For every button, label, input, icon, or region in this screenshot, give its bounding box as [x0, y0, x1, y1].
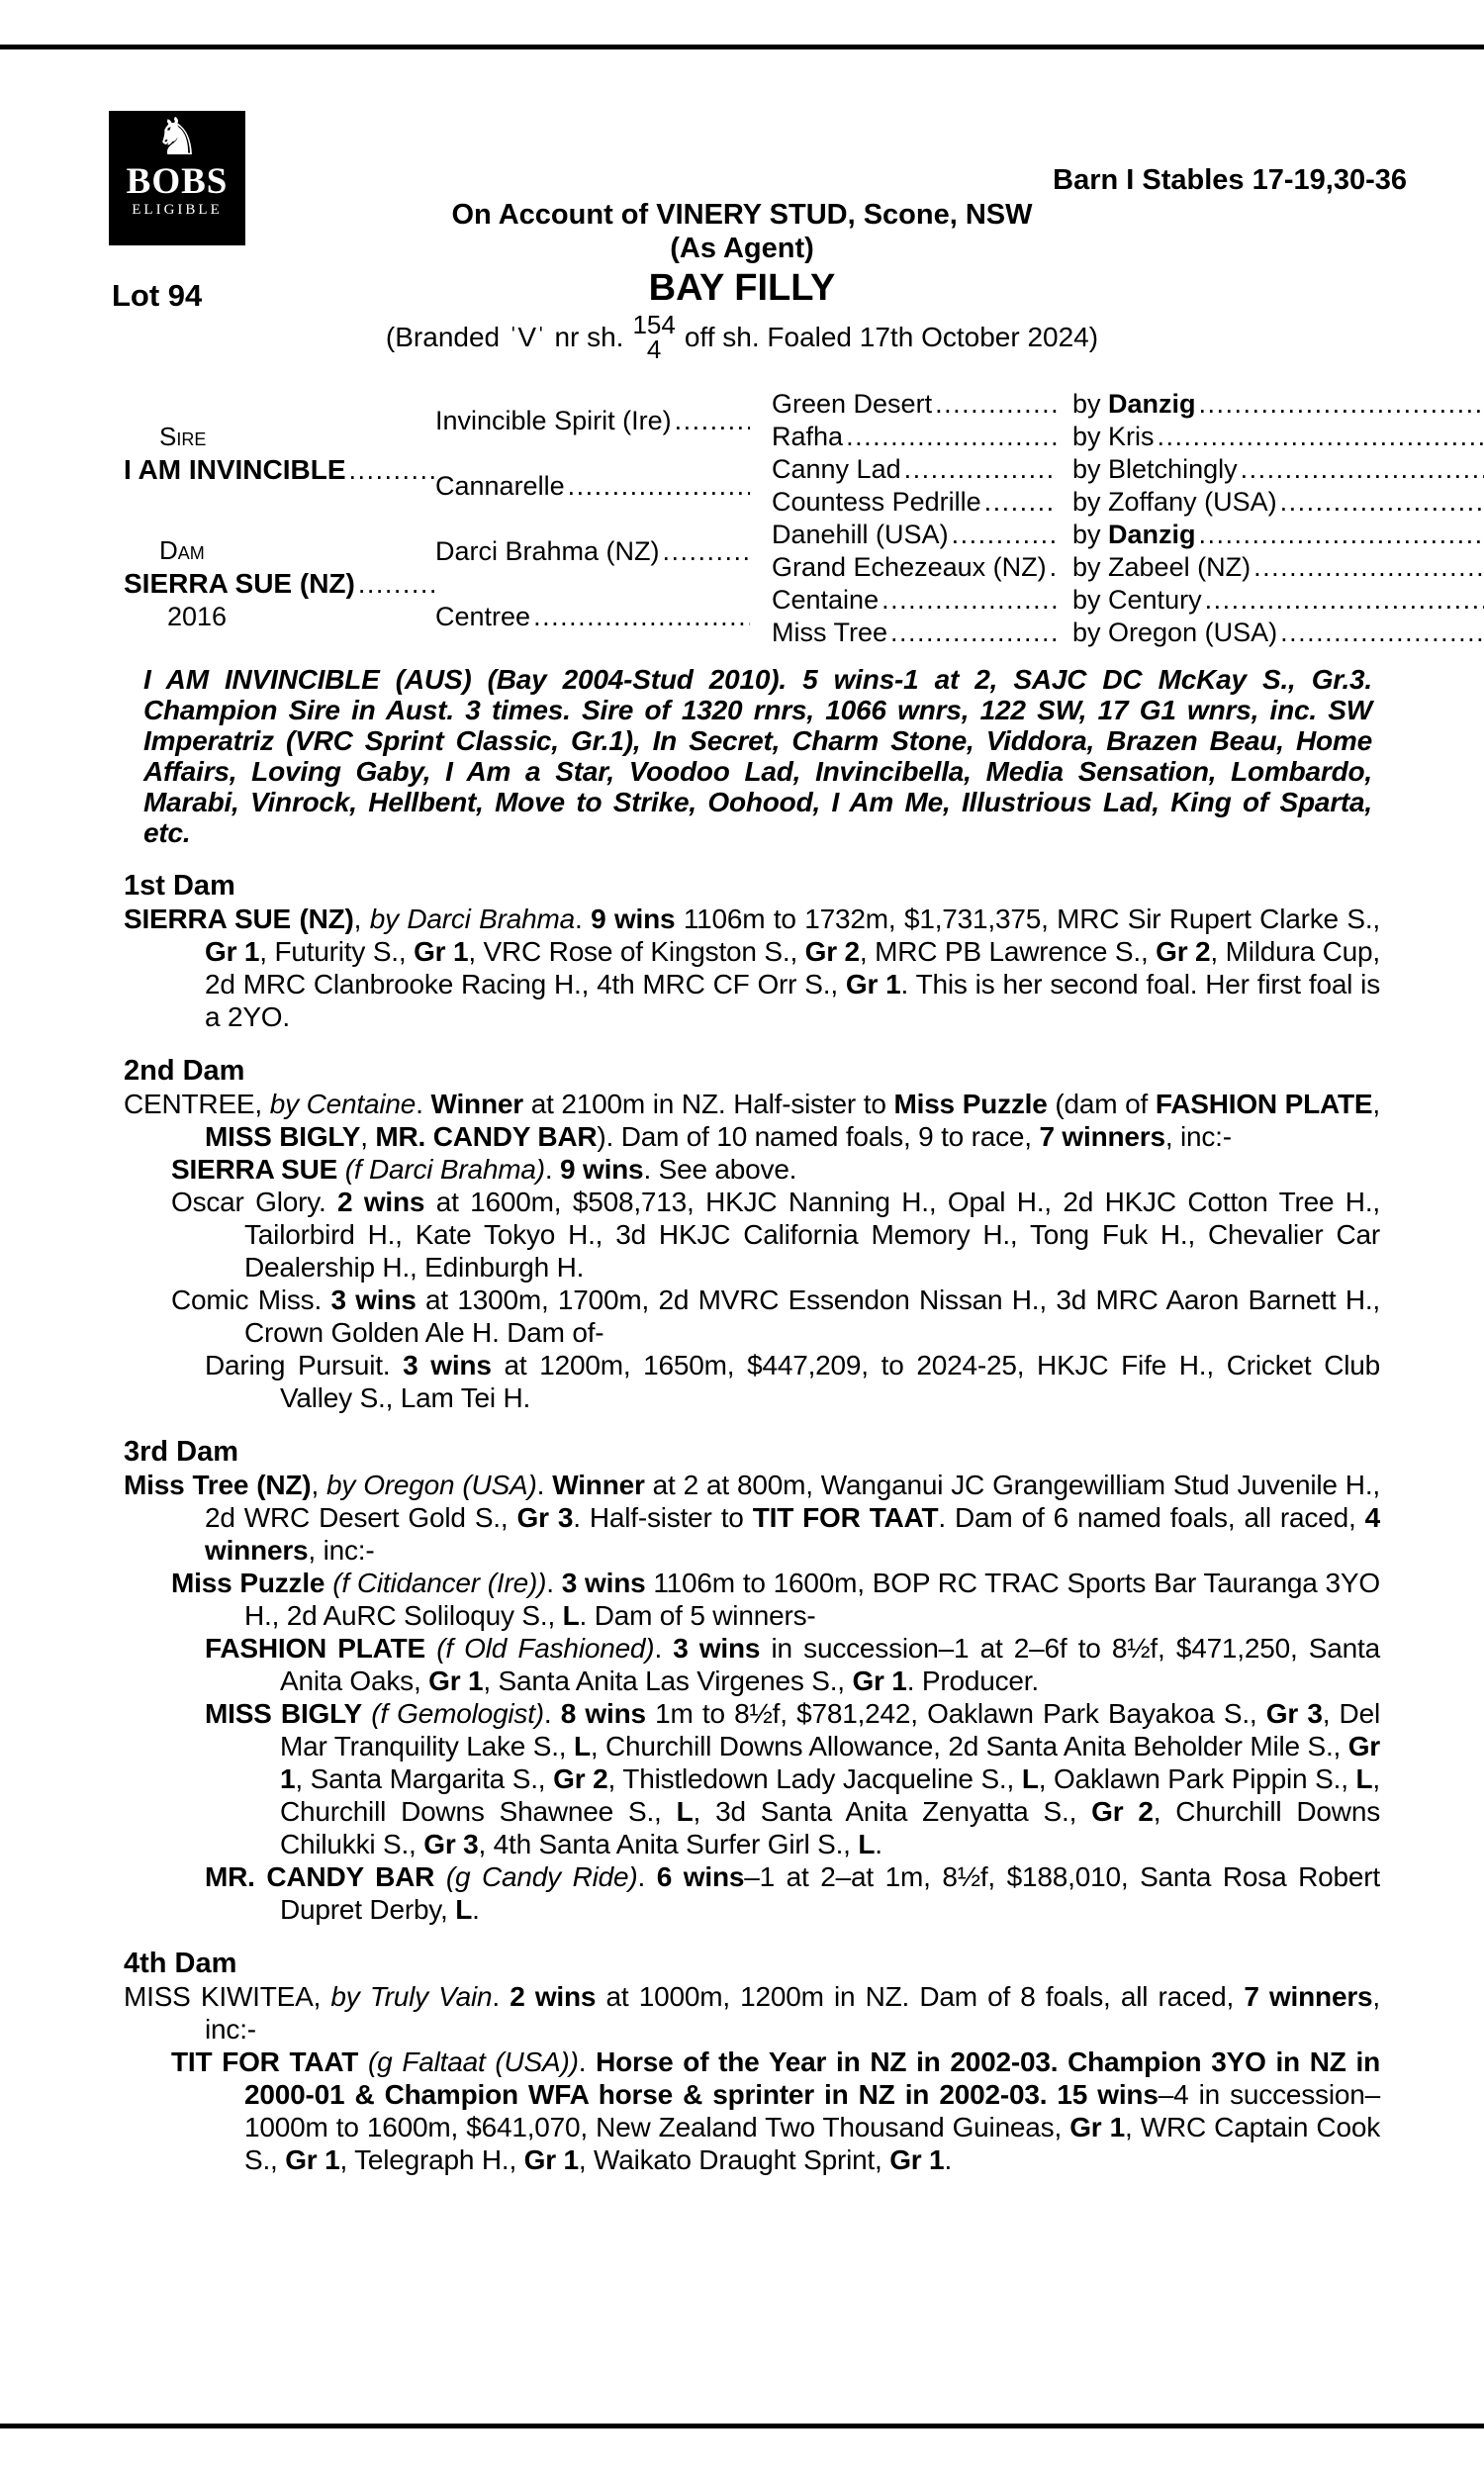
- dot-leader: [349, 454, 435, 487]
- text-run: CENTREE,: [124, 1089, 270, 1119]
- text-run: ,: [353, 904, 370, 934]
- text-run: 4 winners: [205, 1502, 1380, 1566]
- text-run: [337, 1154, 345, 1185]
- catalog-paragraph: [124, 1284, 1380, 1349]
- bottom-rule: [0, 2424, 1484, 2428]
- barn-stables-line: Barn I Stables 17-19,30-36: [1053, 164, 1407, 196]
- pedigree-grandparent-name: Centaine: [772, 585, 880, 615]
- text-run: . Producer.: [906, 1665, 1039, 1696]
- text-run: L: [676, 1796, 694, 1827]
- by-word: by: [1072, 552, 1109, 582]
- text-run: .: [472, 1894, 480, 1925]
- brand-number-top: 154: [632, 310, 676, 339]
- as-agent-line: (As Agent): [670, 233, 814, 264]
- text-run: [425, 1633, 436, 1664]
- text-run: Gr 1: [205, 936, 260, 967]
- text-run: [358, 2046, 368, 2077]
- pedigree-parent-name: Invincible Spirit (Ire): [435, 405, 672, 435]
- section-heading: 1st Dam: [124, 870, 235, 902]
- pedigree-great-sire-name: Danzig: [1108, 520, 1196, 549]
- dot-leader: [1199, 519, 1484, 551]
- pedigree-dam-cell: [124, 519, 435, 649]
- text-run: 3 wins: [561, 1568, 646, 1598]
- pedigree-great-sire-name: Zabeel (NZ): [1108, 552, 1252, 582]
- pedigree-parent: [435, 405, 750, 437]
- text-run: Gr 3: [423, 1829, 479, 1859]
- text-run: –4 in succession–1000m to 1600m, $641,070, New Zealand Two Thousand Guineas,: [244, 2079, 1380, 2142]
- pedigree-great-sire-name: Kris: [1108, 422, 1155, 451]
- text-run: Gr 1: [523, 2144, 579, 2175]
- pedigree-parent: [435, 470, 750, 503]
- pedigree-grandparent-name: Grand Echezeaux (NZ): [772, 552, 1047, 582]
- catalog-paragraph: [124, 903, 1380, 1033]
- dot-leader: [890, 617, 1057, 649]
- dot-leader: [935, 388, 1057, 421]
- text-run: , VRC Rose of Kingston S.,: [468, 936, 805, 967]
- by-word: by: [1072, 618, 1109, 647]
- catalog-paragraph: [124, 1088, 1380, 1153]
- pedigree-sired-by-cell: [1072, 519, 1484, 551]
- catalog-paragraph: [124, 1632, 1380, 1697]
- catalog-paragraph: [124, 1469, 1380, 1567]
- pedigree-sired-by-cell: [1072, 584, 1484, 617]
- catalog-body: [124, 664, 1380, 2176]
- text-run: 1m to 8½f, $781,242, Oaklawn Park Bayakoa S.,: [645, 1698, 1266, 1729]
- pedigree-principal-name: I AM INVINCIBLE: [124, 453, 346, 485]
- pedigree-grandparent-name: Canny Lad: [772, 454, 901, 484]
- text-run: . Half-sister to: [573, 1502, 753, 1533]
- pedigree-role-label: Sire: [159, 421, 207, 451]
- text-run: L: [1355, 1763, 1373, 1794]
- pedigree-parent-cell: [435, 519, 772, 584]
- brand-post: off sh. Foaled 17th October 2024): [684, 322, 1099, 352]
- brand-number-bottom: 4: [646, 334, 662, 364]
- horse-title: BAY FILLY: [648, 267, 836, 309]
- text-run: , MRC PB Lawrence S.,: [859, 936, 1157, 967]
- text-run: ,: [1372, 1089, 1380, 1119]
- catalog-paragraph: [124, 1980, 1380, 2046]
- by-word: by: [1072, 585, 1109, 615]
- text-run: 7 winners: [1244, 1981, 1373, 2012]
- text-run: L: [573, 1731, 591, 1761]
- pedigree-parent-name: Darci Brahma (NZ): [435, 535, 660, 566]
- pedigree-sired-by-cell: [1072, 453, 1484, 486]
- text-run: MR. CANDY BAR: [375, 1121, 598, 1152]
- text-run: (f Darci Brahma): [344, 1154, 545, 1185]
- text-run: (f Old Fashioned): [436, 1633, 655, 1664]
- pedigree-table: [124, 388, 1377, 649]
- text-run: Gr 1: [889, 2144, 945, 2175]
- text-run: L: [562, 1600, 580, 1631]
- catalog-paragraph: [124, 2046, 1380, 2176]
- text-run: , Telegraph H.,: [339, 2144, 524, 2175]
- text-run: Miss Puzzle: [893, 1089, 1048, 1119]
- pedigree-parent: [435, 535, 750, 568]
- text-run: , 4th Santa Anita Surfer Girl S.,: [478, 1829, 859, 1859]
- by-word: by: [1072, 454, 1109, 484]
- pedigree-principal: [124, 453, 435, 487]
- sire-summary-paragraph: [143, 664, 1372, 848]
- pedigree-parent-name: Centree: [435, 601, 531, 631]
- text-run: 9 wins: [560, 1154, 644, 1185]
- text-run: 1106m to 1732m, $1,731,375, MRC Sir Rupert Clarke S.,: [675, 904, 1380, 934]
- pedigree-parent-cell: [435, 453, 772, 519]
- text-run: 2 wins: [510, 1981, 597, 2012]
- text-run: Winner: [430, 1089, 523, 1119]
- pedigree-principal-name: SIERRA SUE (NZ): [124, 568, 355, 599]
- brand-mark: ˈVˈ: [509, 322, 546, 352]
- logo-text-bobs: BOBS: [126, 161, 229, 202]
- text-run: at 1600m, $508,713, HKJC Nanning H., Opal H., 2d HKJC Cotton Tree H., Tailorbird H., Kate Tokyo H., 3d HKJC California Memory H., Tong Fuk H., Chevalier Car Dealership H., Edinburgh H.: [244, 1187, 1380, 1283]
- pedigree-principal: [124, 567, 435, 601]
- pedigree-grandparent-cell: [772, 519, 1072, 551]
- text-run: ). Dam of 10 named foals, 9 to race,: [597, 1121, 1040, 1152]
- text-run: Gr 2: [1091, 1796, 1154, 1827]
- pedigree-grandparent-name: Danehill (USA): [772, 520, 949, 549]
- dot-leader: [881, 584, 1057, 617]
- pedigree-parent: [435, 601, 750, 633]
- dot-leader: [1158, 421, 1484, 453]
- dot-leader: [1050, 551, 1057, 584]
- dot-leader: [1280, 486, 1484, 519]
- text-run: , Oaklawn Park Pippin S.,: [1038, 1763, 1356, 1794]
- text-run: Gr 1: [1069, 2112, 1126, 2142]
- text-run: Gr 1: [414, 936, 469, 967]
- section-heading: 3rd Dam: [124, 1436, 239, 1468]
- text-run: Gr 1: [428, 1665, 484, 1696]
- catalog-paragraph: [124, 1186, 1380, 1284]
- text-run: .: [654, 1633, 674, 1664]
- pedigree-grandparent-name: Green Desert: [772, 389, 933, 419]
- pedigree-great-sire-name: Bletchingly: [1108, 454, 1238, 484]
- text-run: , Waikato Draught Sprint,: [578, 2144, 890, 2175]
- text-run: 3 wins: [330, 1285, 417, 1315]
- pedigree-grandparent-cell: [772, 486, 1072, 519]
- catalog-paragraph: [124, 1567, 1380, 1632]
- pedigree-grandparent-cell: [772, 388, 1072, 421]
- pedigree-parent-cell: [435, 584, 772, 649]
- dot-leader: [1253, 551, 1484, 584]
- text-run: , Churchill Downs Shawnee S.,: [280, 1763, 1381, 1827]
- text-run: at 1200m, 1650m, $447,209, to 2024-25, HKJC Fife H., Cricket Club Valley S., Lam Tei H.: [280, 1350, 1380, 1413]
- by-word: by: [1072, 520, 1109, 549]
- pedigree-great-sire-name: Oregon (USA): [1108, 618, 1278, 647]
- text-run: 9 wins: [591, 904, 676, 934]
- text-run: in succession–1 at 2–6f to 8½f, $471,250, Santa Anita Oaks,: [280, 1633, 1380, 1696]
- by-word: by: [1072, 487, 1109, 517]
- pedigree-grandparent-cell: [772, 421, 1072, 453]
- text-run: ,: [360, 1121, 376, 1152]
- text-run: , Churchill Downs Allowance, 2d Santa Anita Beholder Mile S.,: [590, 1731, 1348, 1761]
- text-run: (g Faltaat (USA)): [368, 2046, 579, 2077]
- pedigree-great-sire-name: Zoffany (USA): [1108, 487, 1277, 517]
- dam-sections: [124, 869, 1380, 2176]
- text-run: . Dam of 5 winners-: [579, 1600, 816, 1631]
- text-run: at 1300m, 1700m, 2d MVRC Essendon Nissan H., 3d MRC Aaron Barnett H., Crown Golden Ale H. Dam of-: [244, 1285, 1380, 1348]
- catalog-paragraph: [124, 1349, 1380, 1414]
- text-run: .: [637, 1861, 657, 1892]
- dot-leader: [675, 405, 750, 437]
- pedigree-grandparent-cell: [772, 584, 1072, 617]
- pedigree-sired-by-cell: [1072, 551, 1484, 584]
- text-run: by Centaine: [269, 1089, 417, 1119]
- pedigree-grandparent-cell: [772, 617, 1072, 649]
- text-run: MISS KIWITEA,: [124, 1981, 331, 2012]
- pedigree-parent-cell: [435, 388, 772, 453]
- text-run: Oscar Glory.: [171, 1187, 338, 1217]
- dot-leader: [952, 519, 1057, 551]
- text-run: , inc:-: [1164, 1121, 1232, 1152]
- text-run: FASHION PLATE: [205, 1633, 425, 1664]
- text-run: .: [492, 1981, 510, 2012]
- text-run: Gr 3: [1265, 1698, 1323, 1729]
- dot-leader: [846, 421, 1057, 453]
- pedigree-great-sire-name: Danzig: [1108, 389, 1196, 419]
- text-run: Gr 2: [553, 1763, 608, 1794]
- text-run: MISS BIGLY: [205, 1121, 361, 1152]
- pedigree-grandparent-cell: [772, 453, 1072, 486]
- text-run: by Truly Vain: [330, 1981, 493, 2012]
- pedigree-sired-by-cell: [1072, 388, 1484, 421]
- dot-leader: [904, 453, 1057, 486]
- text-run: Miss Puzzle: [171, 1568, 325, 1598]
- pedigree-parent-name: Cannarelle: [435, 470, 565, 501]
- text-run: , inc:-: [308, 1535, 375, 1566]
- pedigree-grandparent-name: Rafha: [772, 422, 844, 451]
- text-run: at 2 at 800m, Wanganui JC Grangewilliam Stud Juvenile H., 2d WRC Desert Gold S.,: [205, 1470, 1380, 1533]
- text-run: ,: [311, 1470, 327, 1500]
- by-word: by: [1072, 389, 1109, 419]
- dot-leader: [663, 535, 750, 568]
- text-run: SIERRA SUE: [171, 1154, 338, 1185]
- text-run: Comic Miss.: [171, 1285, 331, 1315]
- text-run: TIT FOR TAAT: [171, 2046, 359, 2077]
- text-run: . Dam of 6 named foals, all raced,: [938, 1502, 1365, 1533]
- text-run: , Futurity S.,: [259, 936, 415, 967]
- text-run: Miss Tree (NZ): [124, 1470, 312, 1500]
- text-run: FASHION PLATE: [1155, 1089, 1373, 1119]
- vendor-account-line: On Account of VINERY STUD, Scone, NSW: [451, 199, 1033, 231]
- text-run: Daring Pursuit.: [205, 1350, 404, 1380]
- lot-number: Lot 94: [112, 278, 203, 313]
- section-heading: 4th Dam: [124, 1948, 237, 1979]
- text-run: Gr 1: [845, 969, 901, 999]
- pedigree-great-sire-name: Century: [1108, 585, 1202, 615]
- pedigree-sired-by-cell: [1072, 617, 1484, 649]
- dot-leader: [1280, 617, 1484, 649]
- pedigree-sire-cell: [124, 388, 435, 519]
- text-run: .: [416, 1089, 431, 1119]
- text-run: . This is her second foal. Her first foal is a 2YO.: [205, 969, 1381, 1032]
- text-run: by Oregon (USA): [326, 1470, 537, 1500]
- text-run: MISS BIGLY: [205, 1698, 362, 1729]
- text-run: 6 wins: [656, 1861, 745, 1892]
- text-run: .: [875, 1829, 882, 1859]
- text-run: .: [546, 1568, 562, 1598]
- dot-leader: [533, 601, 750, 633]
- text-run: . See above.: [643, 1154, 797, 1185]
- text-run: Gr 2: [804, 936, 860, 967]
- text-run: , Thistledown Lady Jacqueline S.,: [607, 1763, 1022, 1794]
- text-run: (f Citidancer (Ire)): [332, 1568, 547, 1598]
- text-run: (dam of: [1047, 1089, 1156, 1119]
- pedigree-grandparent-cell: [772, 551, 1072, 584]
- by-word: by: [1072, 422, 1109, 451]
- text-run: 3 wins: [403, 1350, 492, 1380]
- pedigree-role-label: Dam: [159, 535, 205, 565]
- text-run: –1 at 2–at 1m, 8½f, $188,010, Santa Rosa Robert Dupret Derby,: [280, 1861, 1380, 1925]
- text-run: Gr 1: [852, 1665, 907, 1696]
- brand-number-fraction: [632, 310, 676, 364]
- dot-leader: [984, 486, 1057, 519]
- text-run: , Mildura Cup, 2d MRC Clanbrooke Racing H., 4th MRC CF Orr S.,: [205, 936, 1380, 999]
- text-run: Gr 1: [280, 1731, 1380, 1794]
- text-run: 7 winners: [1039, 1121, 1165, 1152]
- top-rule: [0, 45, 1484, 49]
- brand-mid: nr sh.: [554, 322, 624, 352]
- text-run: Winner: [552, 1470, 645, 1500]
- text-run: .: [536, 1470, 553, 1500]
- text-run: .: [575, 904, 592, 934]
- text-run: .: [543, 1698, 561, 1729]
- dot-leader: [568, 470, 750, 503]
- section-heading: 2nd Dam: [124, 1055, 245, 1087]
- pedigree-grandparent-name: Countess Pedrille: [772, 487, 981, 517]
- text-run: TIT FOR TAAT: [752, 1502, 939, 1533]
- text-run: , 3d Santa Anita Zenyatta S.,: [693, 1796, 1092, 1827]
- text-run: at 2100m in NZ. Half-sister to: [522, 1089, 894, 1119]
- text-run: , Churchill Downs Chilukki S.,: [280, 1796, 1380, 1859]
- text-run: .: [544, 1154, 561, 1185]
- text-run: [434, 1861, 446, 1892]
- text-run: , Santa Margarita S.,: [295, 1763, 554, 1794]
- brand-pre: (Branded: [385, 322, 501, 352]
- text-run: 2 wins: [337, 1187, 425, 1217]
- pedigree-sired-by-cell: [1072, 486, 1484, 519]
- text-run: by Darci Brahma: [369, 904, 576, 934]
- text-run: , Del Mar Tranquility Lake S.,: [280, 1698, 1380, 1761]
- brand-line: [0, 310, 1484, 364]
- pedigree-sired-by-cell: [1072, 421, 1484, 453]
- text-run: (f Gemologist): [371, 1698, 544, 1729]
- text-run: 1106m to 1600m, BOP RC TRAC Sports Bar Tauranga 3YO H., 2d AuRC Soliloquy S.,: [244, 1568, 1380, 1631]
- text-run: (g Candy Ride): [445, 1861, 638, 1892]
- text-run: Horse of the Year in NZ in 2002-03. Champion 3YO in NZ in 2000-01 & Champion WFA horse & sprinter in NZ in 2002-03. 15 wins: [244, 2046, 1380, 2110]
- text-run: , Santa Anita Las Virgenes S.,: [483, 1665, 853, 1696]
- text-run: 3 wins: [673, 1633, 761, 1664]
- text-run: Gr 1: [285, 2144, 340, 2175]
- text-run: I AM INVINCIBLE (AUS) (Bay 2004-Stud 2010). 5 wins-1 at 2, SAJC DC McKay S., Gr.3. Champion Sire in Aust. 3 times. Sire of 1320 rnrs, 1066 wnrs, 122 SW, 17 G1 wnrs, inc. SW Imperatriz (VRC Sprint Classic, Gr.1), In Secret, Charm Stone, Viddora, Brazen Beau, Home Affairs, Loving Gaby, I Am a Star, Voodoo Lad, Invincibella, Media Sensation, Lombardo, Marabi, Vinrock, Hellbent, Move to Strike, Oohood, I Am Me, Illustrious Lad, King of Sparta, etc.: [143, 664, 1372, 848]
- logo-text-eligible: ELIGIBLE: [132, 202, 223, 218]
- text-run: L: [455, 1894, 473, 1925]
- catalog-paragraph: [124, 1697, 1380, 1860]
- text-run: 8 wins: [560, 1698, 646, 1729]
- text-run: [362, 1698, 371, 1729]
- text-run: Gr 2: [1156, 936, 1211, 967]
- dot-leader: [358, 568, 435, 601]
- catalog-paragraph: [124, 1153, 1380, 1186]
- catalog-paragraph: [124, 1860, 1380, 1926]
- text-run: SIERRA SUE (NZ): [124, 904, 354, 934]
- text-run: .: [578, 2046, 597, 2077]
- text-run: L: [858, 1829, 876, 1859]
- horse-head-icon: ♞: [153, 108, 201, 167]
- text-run: .: [944, 2144, 953, 2175]
- text-run: L: [1021, 1763, 1039, 1794]
- dot-leader: [1241, 453, 1484, 486]
- text-run: , inc:-: [205, 1981, 1380, 2045]
- dot-leader: [1205, 584, 1484, 617]
- text-run: MR. CANDY BAR: [205, 1861, 435, 1892]
- dot-leader: [1199, 388, 1484, 421]
- pedigree-grandparent-name: Miss Tree: [772, 618, 888, 647]
- text-run: Gr 3: [516, 1502, 574, 1533]
- text-run: , WRC Captain Cook S.,: [244, 2112, 1381, 2175]
- pedigree-year: 2016: [167, 602, 228, 631]
- text-run: at 1000m, 1200m in NZ. Dam of 8 foals, all raced,: [596, 1981, 1245, 2012]
